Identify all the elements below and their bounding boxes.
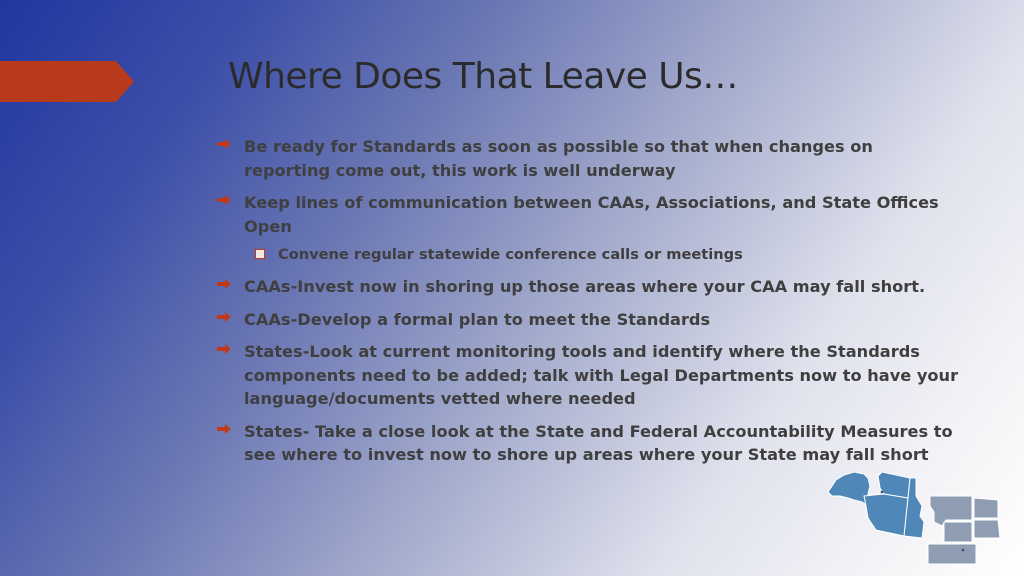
- bullet-text: CAAs-Develop a formal plan to meet the Standards: [244, 309, 711, 329]
- north-dakota-shape: [974, 498, 998, 518]
- bullet-item: [216, 275, 961, 299]
- colorado-shape: [928, 544, 976, 564]
- bullet-item: [216, 135, 961, 182]
- right-arrow-icon: [216, 136, 232, 152]
- right-arrow-icon: [216, 309, 232, 325]
- right-arrow-icon: [216, 341, 232, 357]
- accent-arrow-shape: [0, 61, 134, 102]
- slide-title: Where Does That Leave Us…: [228, 56, 738, 97]
- oregon-shape: [864, 494, 908, 536]
- square-outline-icon: [255, 249, 265, 259]
- bullet-text: CAAs-Invest now in shoring up those areas where your CAA may fall short.: [244, 277, 926, 296]
- bullet-text: Be ready for Standards as soon as possible so that when changes on reporting come out, this work is well underway: [244, 137, 873, 180]
- bullet-item: [216, 420, 961, 467]
- sub-bullet-item: [216, 244, 961, 266]
- wyoming-shape: [944, 522, 972, 542]
- region-map-icon: [824, 466, 1024, 576]
- right-arrow-icon: [216, 276, 232, 292]
- bullet-text: States-Look at current monitoring tools and identify where the Standards components need to be added; talk with Legal Departments now to have your language/documents vetted where needed: [244, 342, 959, 408]
- bullet-item: [216, 191, 961, 238]
- bullet-item: [216, 340, 961, 411]
- right-arrow-icon: [216, 192, 232, 208]
- south-dakota-shape: [974, 520, 1000, 538]
- bullet-text: States- Take a close look at the State and Federal Accountability Measures to see where to invest now to shore up areas where your State may fall short: [244, 421, 953, 464]
- bullet-list: [216, 135, 961, 476]
- bullet-text: Keep lines of communication between CAAs, Associations, and State Offices Open: [244, 193, 939, 236]
- bullet-item: [216, 308, 961, 332]
- right-arrow-icon: [216, 421, 232, 437]
- sub-bullet-text: Convene regular statewide conference calls or meetings: [278, 246, 743, 263]
